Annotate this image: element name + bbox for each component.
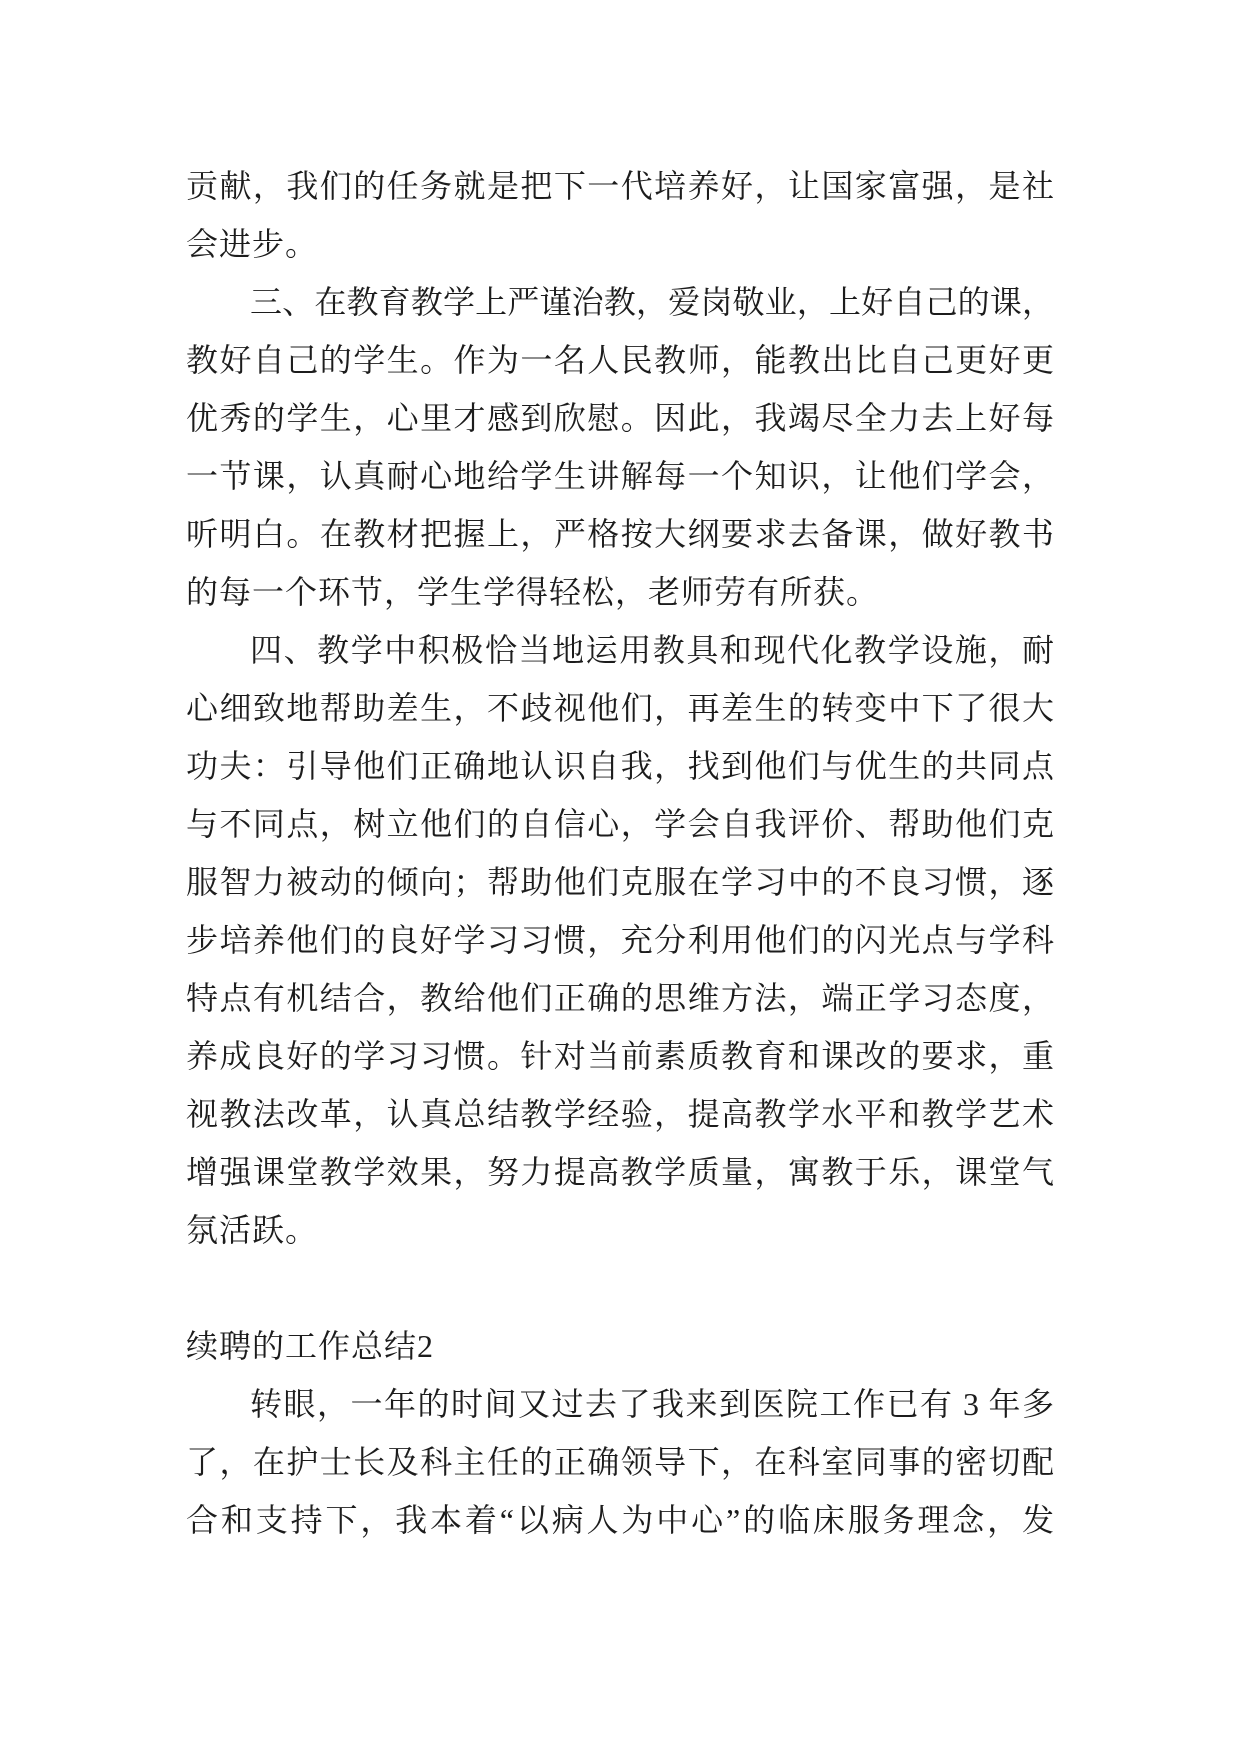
text-line: 氛活跃。 xyxy=(186,1212,319,1248)
text-line: 功夫：引导他们正确地认识自我，找到他们与优生的共同点 xyxy=(186,748,1054,784)
text-line: 了，在护士长及科主任的正确领导下，在科室同事的密切配 xyxy=(186,1444,1054,1480)
text-line: 贡献，我们的任务就是把下一代培养好，让国家富强，是社 xyxy=(186,168,1054,204)
text-line: 特点有机结合，教给他们正确的思维方法，端正学习态度， xyxy=(186,980,1054,1016)
section-heading: 续聘的工作总结2 xyxy=(186,1328,435,1364)
text-line: 合和支持下，我本着“以病人为中心”的临床服务理念，发 xyxy=(186,1502,1054,1538)
text-line: 与不同点，树立他们的自信心，学会自我评价、帮助他们克 xyxy=(186,806,1054,842)
text-line: 一节课，认真耐心地给学生讲解每一个知识，让他们学会， xyxy=(186,458,1054,494)
text-line: 养成良好的学习习惯。针对当前素质教育和课改的要求，重 xyxy=(186,1038,1054,1074)
text-line: 的每一个环节，学生学得轻松，老师劳有所获。 xyxy=(186,574,880,610)
text-line: 视教法改革，认真总结教学经验，提高教学水平和教学艺术 xyxy=(186,1096,1054,1132)
text-line: 优秀的学生，心里才感到欣慰。因此，我竭尽全力去上好每 xyxy=(186,400,1054,436)
text-line: 步培养他们的良好学习习惯，充分利用他们的闪光点与学科 xyxy=(186,922,1054,958)
text-line: 三、在教育教学上严谨治教，爱岗敬业，上好自己的课， xyxy=(250,284,1054,320)
text-line: 四、教学中积极恰当地运用教具和现代化教学设施，耐 xyxy=(250,632,1054,668)
text-line: 听明白。在教材把握上，严格按大纲要求去备课，做好教书 xyxy=(186,516,1054,552)
document-text-column xyxy=(186,157,1054,1549)
text-line: 会进步。 xyxy=(186,226,319,262)
text-line: 教好自己的学生。作为一名人民教师，能教出比自己更好更 xyxy=(186,342,1054,378)
blank-line xyxy=(186,1259,1054,1317)
text-line: 心细致地帮助差生，不歧视他们，再差生的转变中下了很大 xyxy=(186,690,1054,726)
text-line: 转眼，一年的时间又过去了我来到医院工作已有 3 年多 xyxy=(250,1386,1054,1422)
text-line: 增强课堂教学效果，努力提高教学质量，寓教于乐，课堂气 xyxy=(186,1154,1054,1190)
text-line: 服智力被动的倾向；帮助他们克服在学习中的不良习惯，逐 xyxy=(186,864,1054,900)
